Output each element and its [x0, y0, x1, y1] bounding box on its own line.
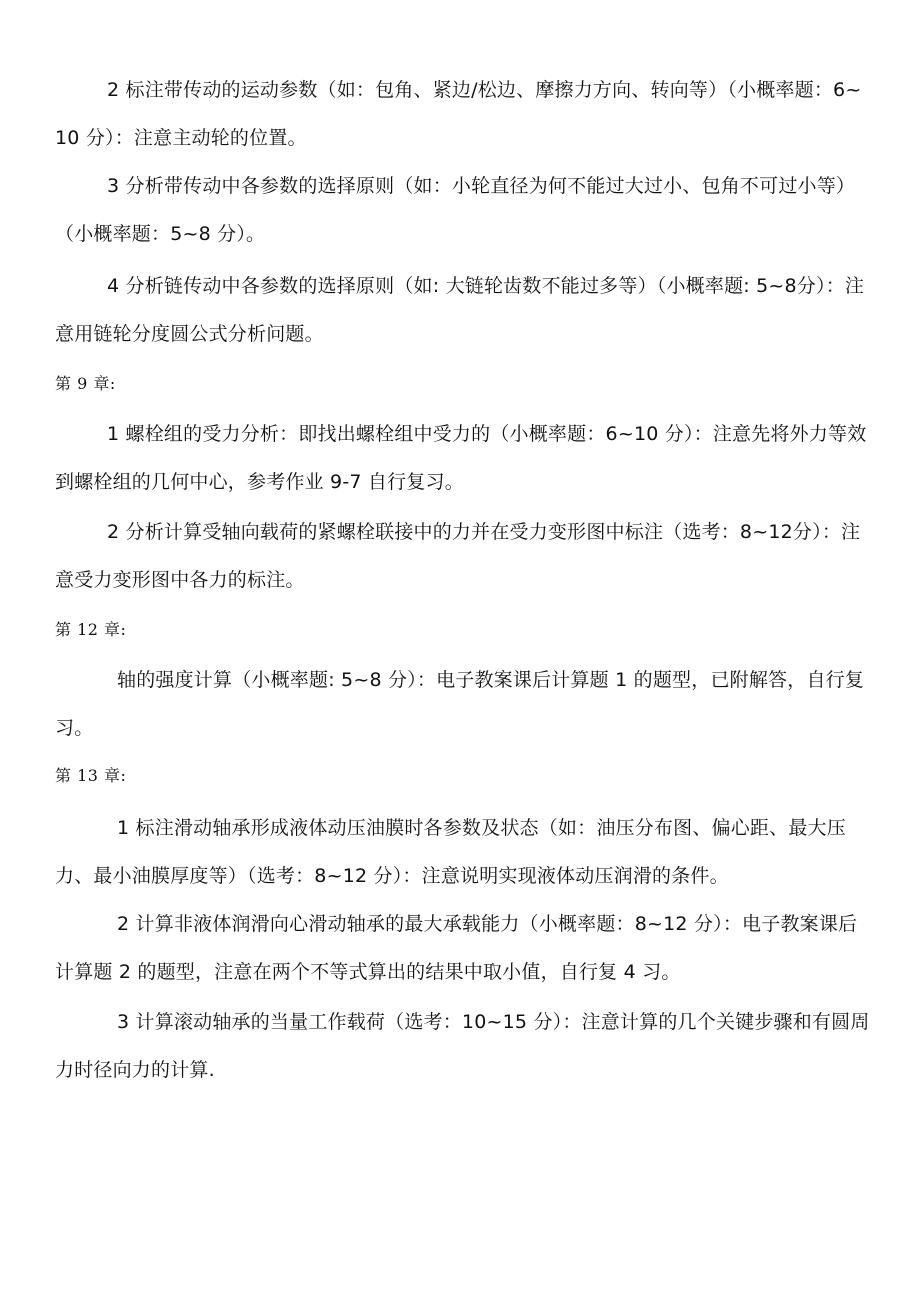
paragraph-chain-param-selection: 4 分析链传动中各参数的选择原则（如: 大链轮齿数不能过多等）（小概率题: 5~8分）：注意用链轮分度圆公式分析问题。 — [55, 275, 865, 345]
paragraph-sliding-bearing-film: 1 标注滑动轴承形成液体动压油膜时各参数及状态（如：油压分布图、偏心距、最大压力、最小油膜厚度等）（选考：8~12 分）：注意说明实现液体动压润滑的条件。 — [55, 817, 846, 887]
paragraph-shaft-strength: 轴的强度计算（小概率题: 5~8 分）：电子教案课后计算题 1 的题型，已附解答，自行复习。 — [55, 669, 865, 739]
paragraph-axial-bolt-force: 2 分析计算受轴向载荷的紧螺栓联接中的力并在受力变形图中标注（选考：8~12分）：注意受力变形图中各力的标注。 — [55, 521, 861, 591]
paragraph-belt-motion-params: 2 标注带传动的运动参数（如：包角、紧边/松边、摩擦力方向、转向等）（小概率题：6~10 分）：注意主动轮的位置。 — [55, 79, 862, 149]
chapter-12-heading: 第 12 章: — [55, 620, 127, 639]
paragraph-rolling-bearing-load: 3 计算滚动轴承的当量工作载荷（选考：10~15 分）：注意计算的几个关键步骤和有圆周力时径向力的计算. — [55, 1011, 870, 1081]
chapter-9-heading: 第 9 章: — [55, 374, 116, 393]
chapter-13-heading: 第 13 章: — [55, 766, 127, 785]
paragraph-sliding-bearing-capacity: 2 计算非液体润滑向心滑动轴承的最大承载能力（小概率题：8~12 分）：电子教案课后计算题 2 的题型，注意在两个不等式算出的结果中取小值，自行复 4 习。 — [55, 913, 858, 983]
paragraph-belt-param-selection: 3 分析带传动中各参数的选择原则（如：小轮直径为何不能过大过小、包角不可过小等）（小概率题：5~8 分）。 — [55, 175, 856, 245]
paragraph-bolt-group-analysis: 1 螺栓组的受力分析：即找出螺栓组中受力的（小概率题：6~10 分）：注意先将外力等效到螺栓组的几何中心，参考作业 9-7 自行复习。 — [55, 423, 867, 493]
